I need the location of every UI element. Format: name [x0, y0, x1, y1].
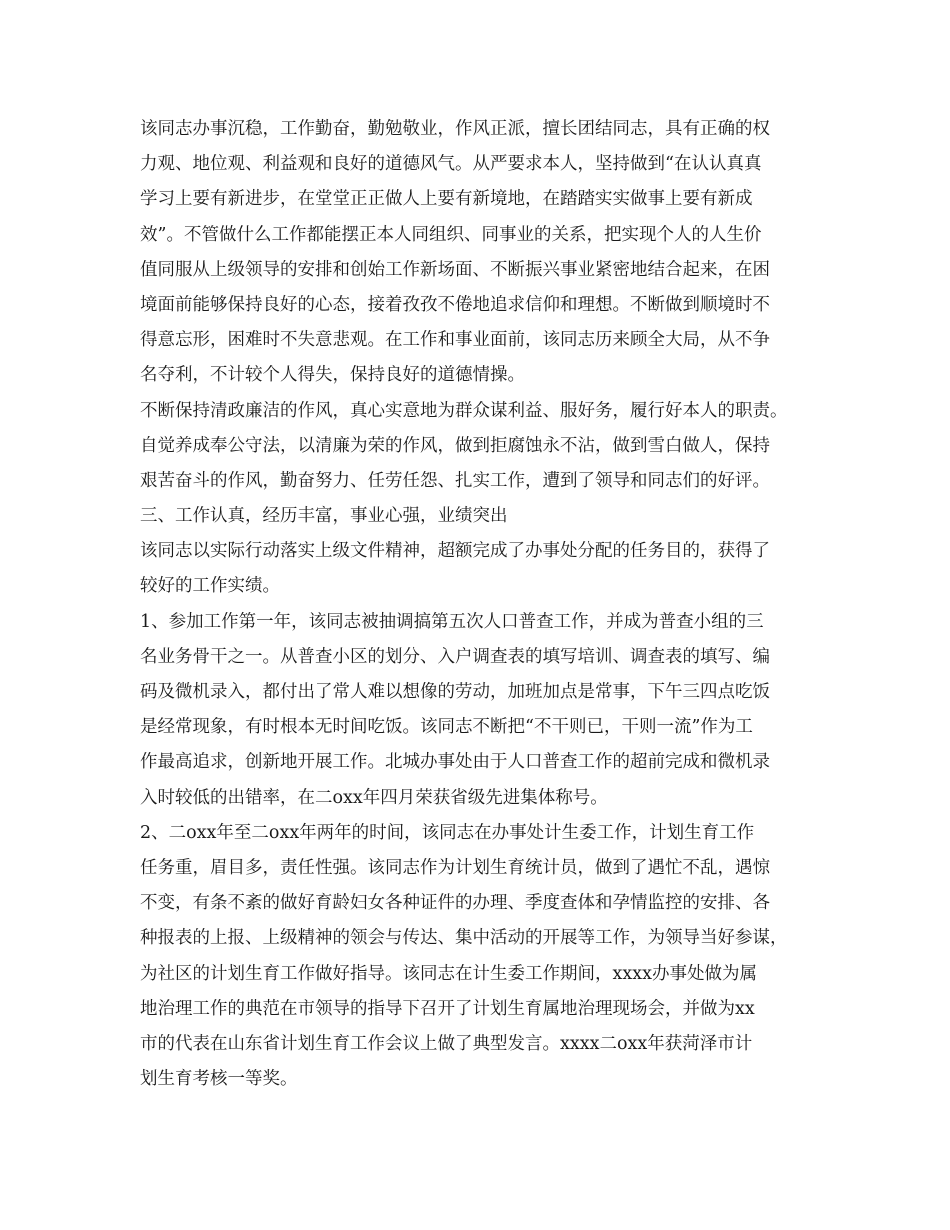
text-line: 不变，有条不紊的做好育龄妇女各种证件的办理、季度查体和孕情监控的安排、各 [140, 893, 770, 914]
text-line: 划生育考核一等奖。 [140, 1069, 298, 1090]
text-line: 学习上要有新进步，在堂堂正正做人上要有新境地，在踏踏实实做事上要有新成 [140, 189, 753, 210]
text-line: 不断保持清政廉洁的作风，真心实意地为群众谋利益、服好务，履行好本人的职责。 [140, 400, 788, 421]
text-line: 自觉养成奉公守法，以清廉为荣的作风，做到拒腐蚀永不沾，做到雪白做人，保持 [140, 435, 770, 456]
text-line: 境面前能够保持良好的心态，接着孜孜不倦地追求信仰和理想。不断做到顺境时不 [140, 294, 770, 315]
text-line: 该同志以实际行动落实上级文件精神，超额完成了办事处分配的任务目的，获得了 [140, 541, 770, 562]
text-line: 1、参加工作第一年，该同志被抽调搞第五次人口普查工作，并成为普查小组的三 [140, 611, 764, 632]
text-line: 作最高追求，创新地开展工作。北城办事处由于人口普查工作的超前完成和微机录 [140, 752, 770, 773]
text-line: 该同志办事沉稳，工作勤奋，勤勉敬业，作风正派，擅长团结同志，具有正确的权 [140, 119, 770, 139]
text-line: 为社区的计划生育工作做好指导。该同志在计生委工作期间，xxxx办事处做为属 [140, 963, 757, 984]
text-line: 任务重，眉目多，责任性强。该同志作为计划生育统计员，做到了遇忙不乱，遇惊 [140, 857, 770, 878]
text-line: 得意忘形，困难时不失意悲观。在工作和事业面前，该同志历来顾全大局，从不争 [140, 330, 770, 351]
text-line: 艰苦奋斗的作风，勤奋努力、任劳任怨、扎实工作，遭到了领导和同志们的好评。 [140, 470, 770, 491]
section-heading: 三、工作认真，经历丰富，事业心强，业绩突出 [140, 506, 508, 527]
text-line: 值同服从上级领导的安排和创始工作新场面、不断振兴事业紧密地结合起来，在困 [140, 259, 770, 280]
text-line: 效”。不管做什么工作都能摆正本人同组织、同事业的关系，把实现个人的人生价 [140, 224, 762, 245]
document-body [140, 112, 820, 1097]
text-line: 入时较低的出错率，在二oxx年四月荣获省级先进集体称号。 [140, 787, 608, 808]
text-line: 地治理工作的典范在市领导的指导下召开了计划生育属地治理现场会，并做为xx [140, 998, 755, 1019]
text-line: 力观、地位观、利益观和良好的道德风气。从严要求本人，坚持做到“在认认真真 [140, 154, 762, 175]
text-line: 是经常现象，有时根本无时间吃饭。该同志不断把“不干则已，干则一流”作为工 [140, 717, 753, 738]
text-line: 市的代表在山东省计划生育工作会议上做了典型发言。xxxx二oxx年获菏泽市计 [140, 1033, 753, 1054]
text-line: 码及微机录入，都付出了常人难以想像的劳动，加班加点是常事，下午三四点吃饭 [140, 682, 770, 702]
text-line: 2、二oxx年至二oxx年两年的时间，该同志在办事处计生委工作，计划生育工作 [140, 822, 755, 843]
text-line: 名夺利，不计较个人得失，保持良好的道德情操。 [140, 365, 525, 386]
text-line: 较好的工作实绩。 [140, 576, 280, 597]
text-line: 种报表的上报、上级精神的领会与传达、集中活动的开展等工作，为领导当好参谋， [140, 928, 788, 949]
text-line: 名业务骨干之一。从普查小区的划分、入户调查表的填写培训、调查表的填写、编 [140, 646, 770, 667]
